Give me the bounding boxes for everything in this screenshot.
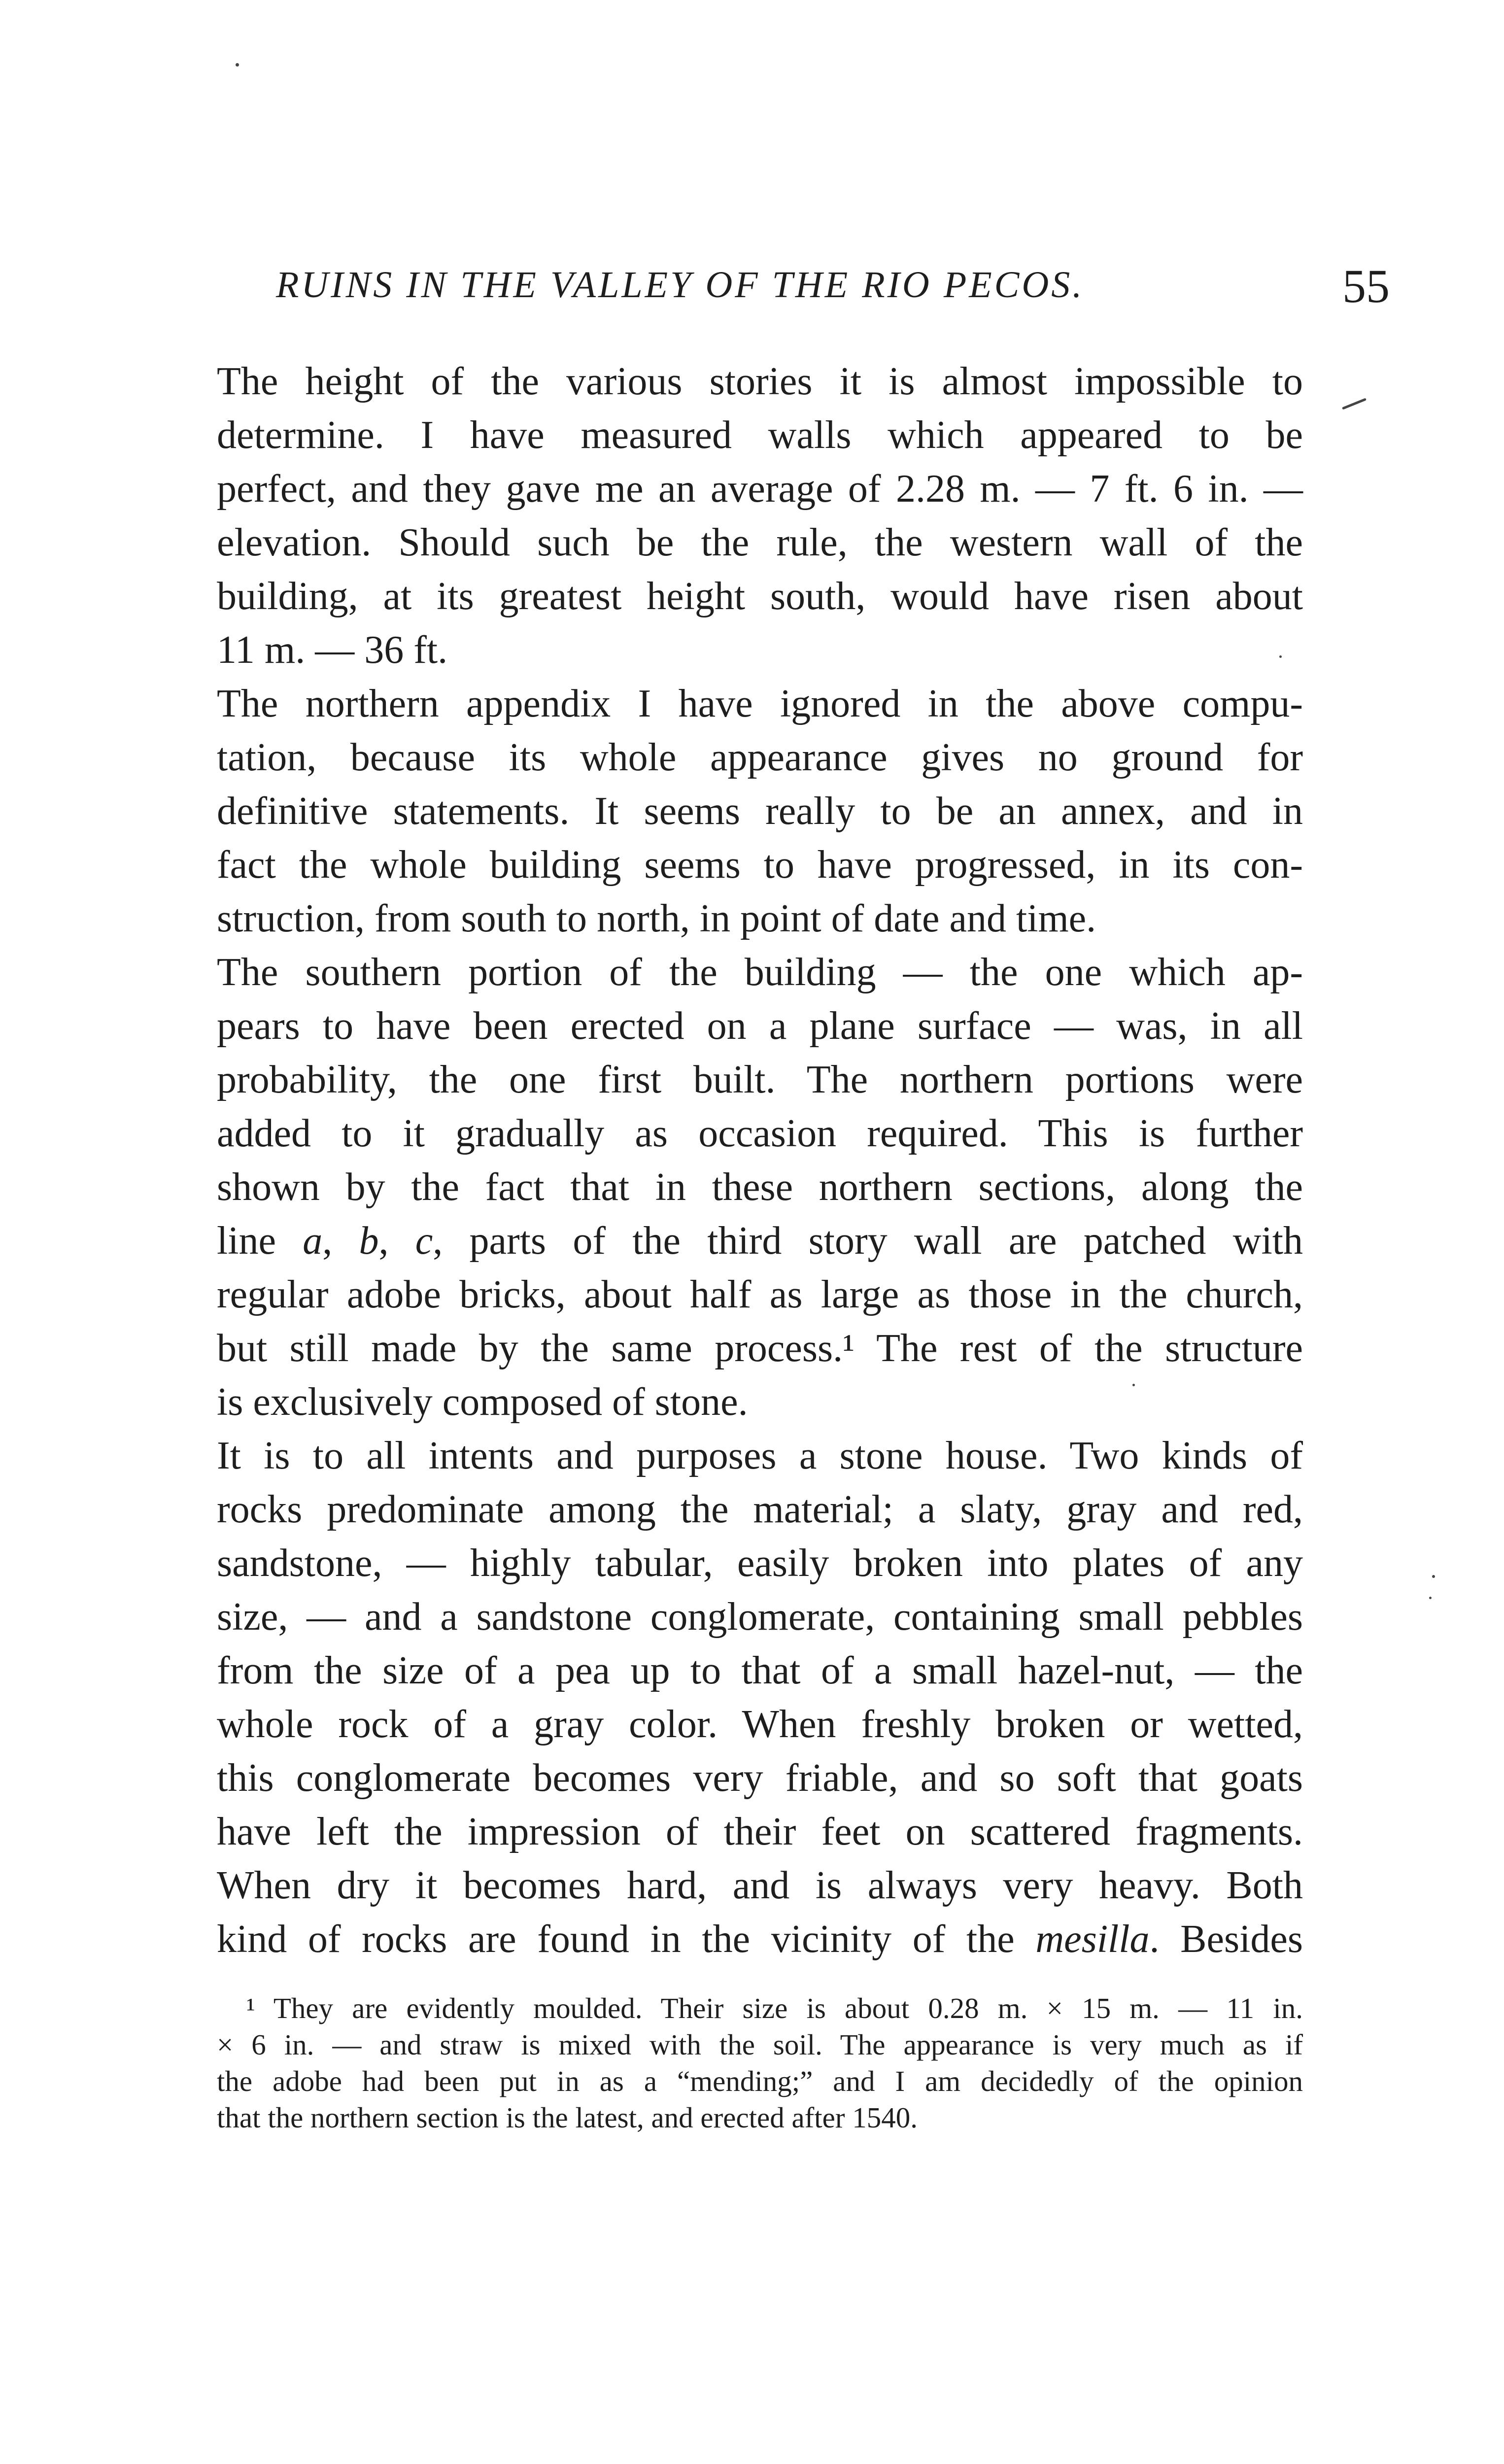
body-line: from the size of a pea up to that of a small hazel-nut, — the xyxy=(217,1649,1303,1692)
speck xyxy=(1432,1575,1435,1578)
running-title: RUINS IN THE VALLEY OF THE RIO PECOS. xyxy=(276,264,1085,306)
body-line: elevation. Should such be the rule, the western wall of the xyxy=(217,521,1303,564)
body-line: line a, b, c, parts of the third story wall are patched with xyxy=(217,1219,1303,1263)
body-line: It is to all intents and purposes a stone house. Two kinds of xyxy=(217,1434,1303,1477)
body-line: The height of the various stories it is almost impossible to xyxy=(217,360,1303,403)
body-line: building, at its greatest height south, would have risen about xyxy=(217,575,1303,618)
body-line: The northern appendix I have ignored in the above compu- xyxy=(217,682,1303,725)
body-line: pears to have been erected on a plane surface — was, in all xyxy=(217,1004,1303,1048)
body-line: but still made by the same process.¹ The rest of the structure xyxy=(217,1327,1303,1370)
body-line: whole rock of a gray color. When freshly broken or wetted, xyxy=(217,1703,1303,1746)
speck xyxy=(1429,1597,1432,1599)
italic-term: c xyxy=(415,1219,433,1263)
italic-term: mesilla xyxy=(1035,1917,1150,1961)
body-line: When dry it becomes hard, and is always very heavy. Both xyxy=(217,1864,1303,1907)
italic-term: b xyxy=(359,1219,379,1263)
speck xyxy=(1279,655,1282,658)
body-line: struction, from south to north, in point of date and time. xyxy=(217,897,1096,940)
body-line: definitive statements. It seems really to be an annex, and in xyxy=(217,789,1303,833)
footnote-line: that the northern section is the latest, and erected after 1540. xyxy=(217,2101,918,2134)
body-line: sandstone, — highly tabular, easily broken into plates of any xyxy=(217,1541,1303,1585)
speck xyxy=(1342,398,1367,410)
body-line: determine. I have measured walls which appeared to be xyxy=(217,413,1303,457)
body-line: tation, because its whole appearance gives no ground for xyxy=(217,736,1303,779)
body-line: The southern portion of the building — the one which ap- xyxy=(217,951,1303,994)
body-line: size, — and a sandstone conglomerate, containing small pebbles xyxy=(217,1595,1303,1639)
body-line: probability, the one first built. The northern portions were xyxy=(217,1058,1303,1101)
running-head xyxy=(276,254,1390,313)
body-line: is exclusively composed of stone. xyxy=(217,1380,748,1424)
body-line: shown by the fact that in these northern sections, along the xyxy=(217,1165,1303,1209)
body-line: perfect, and they gave me an average of 2.28 m. — 7 ft. 6 in. — xyxy=(217,467,1303,511)
footnotes xyxy=(217,1990,1303,2136)
body-line: have left the impression of their feet on scattered fragments. xyxy=(217,1810,1303,1853)
body-line: 11 m. — 36 ft. xyxy=(217,628,448,672)
footnote-line: × 6 in. — and straw is mixed with the soil. The appearance is very much as if xyxy=(217,2028,1303,2061)
footnote-line: the adobe had been put in as a “mending;” and I am decidedly of the opinion xyxy=(217,2065,1303,2097)
body-line: kind of rocks are found in the vicinity of the mesilla. Besides xyxy=(217,1917,1303,1961)
page-number: 55 xyxy=(1342,260,1390,312)
body-line: added to it gradually as occasion required. This is further xyxy=(217,1112,1303,1155)
body-line: fact the whole building seems to have progressed, in its con- xyxy=(217,843,1303,887)
body-line: this conglomerate becomes very friable, and so soft that goats xyxy=(217,1756,1303,1800)
body-line: rocks predominate among the material; a slaty, gray and red, xyxy=(217,1488,1303,1531)
body-line: regular adobe bricks, about half as large as those in the church, xyxy=(217,1273,1303,1316)
footnote-line: ¹ They are evidently moulded. Their size is about 0.28 m. × 15 m. — 11 in. xyxy=(246,1992,1303,2024)
body-text xyxy=(217,355,1303,1966)
speck xyxy=(236,63,239,67)
speck xyxy=(1132,1384,1135,1386)
italic-term: a xyxy=(303,1219,323,1263)
